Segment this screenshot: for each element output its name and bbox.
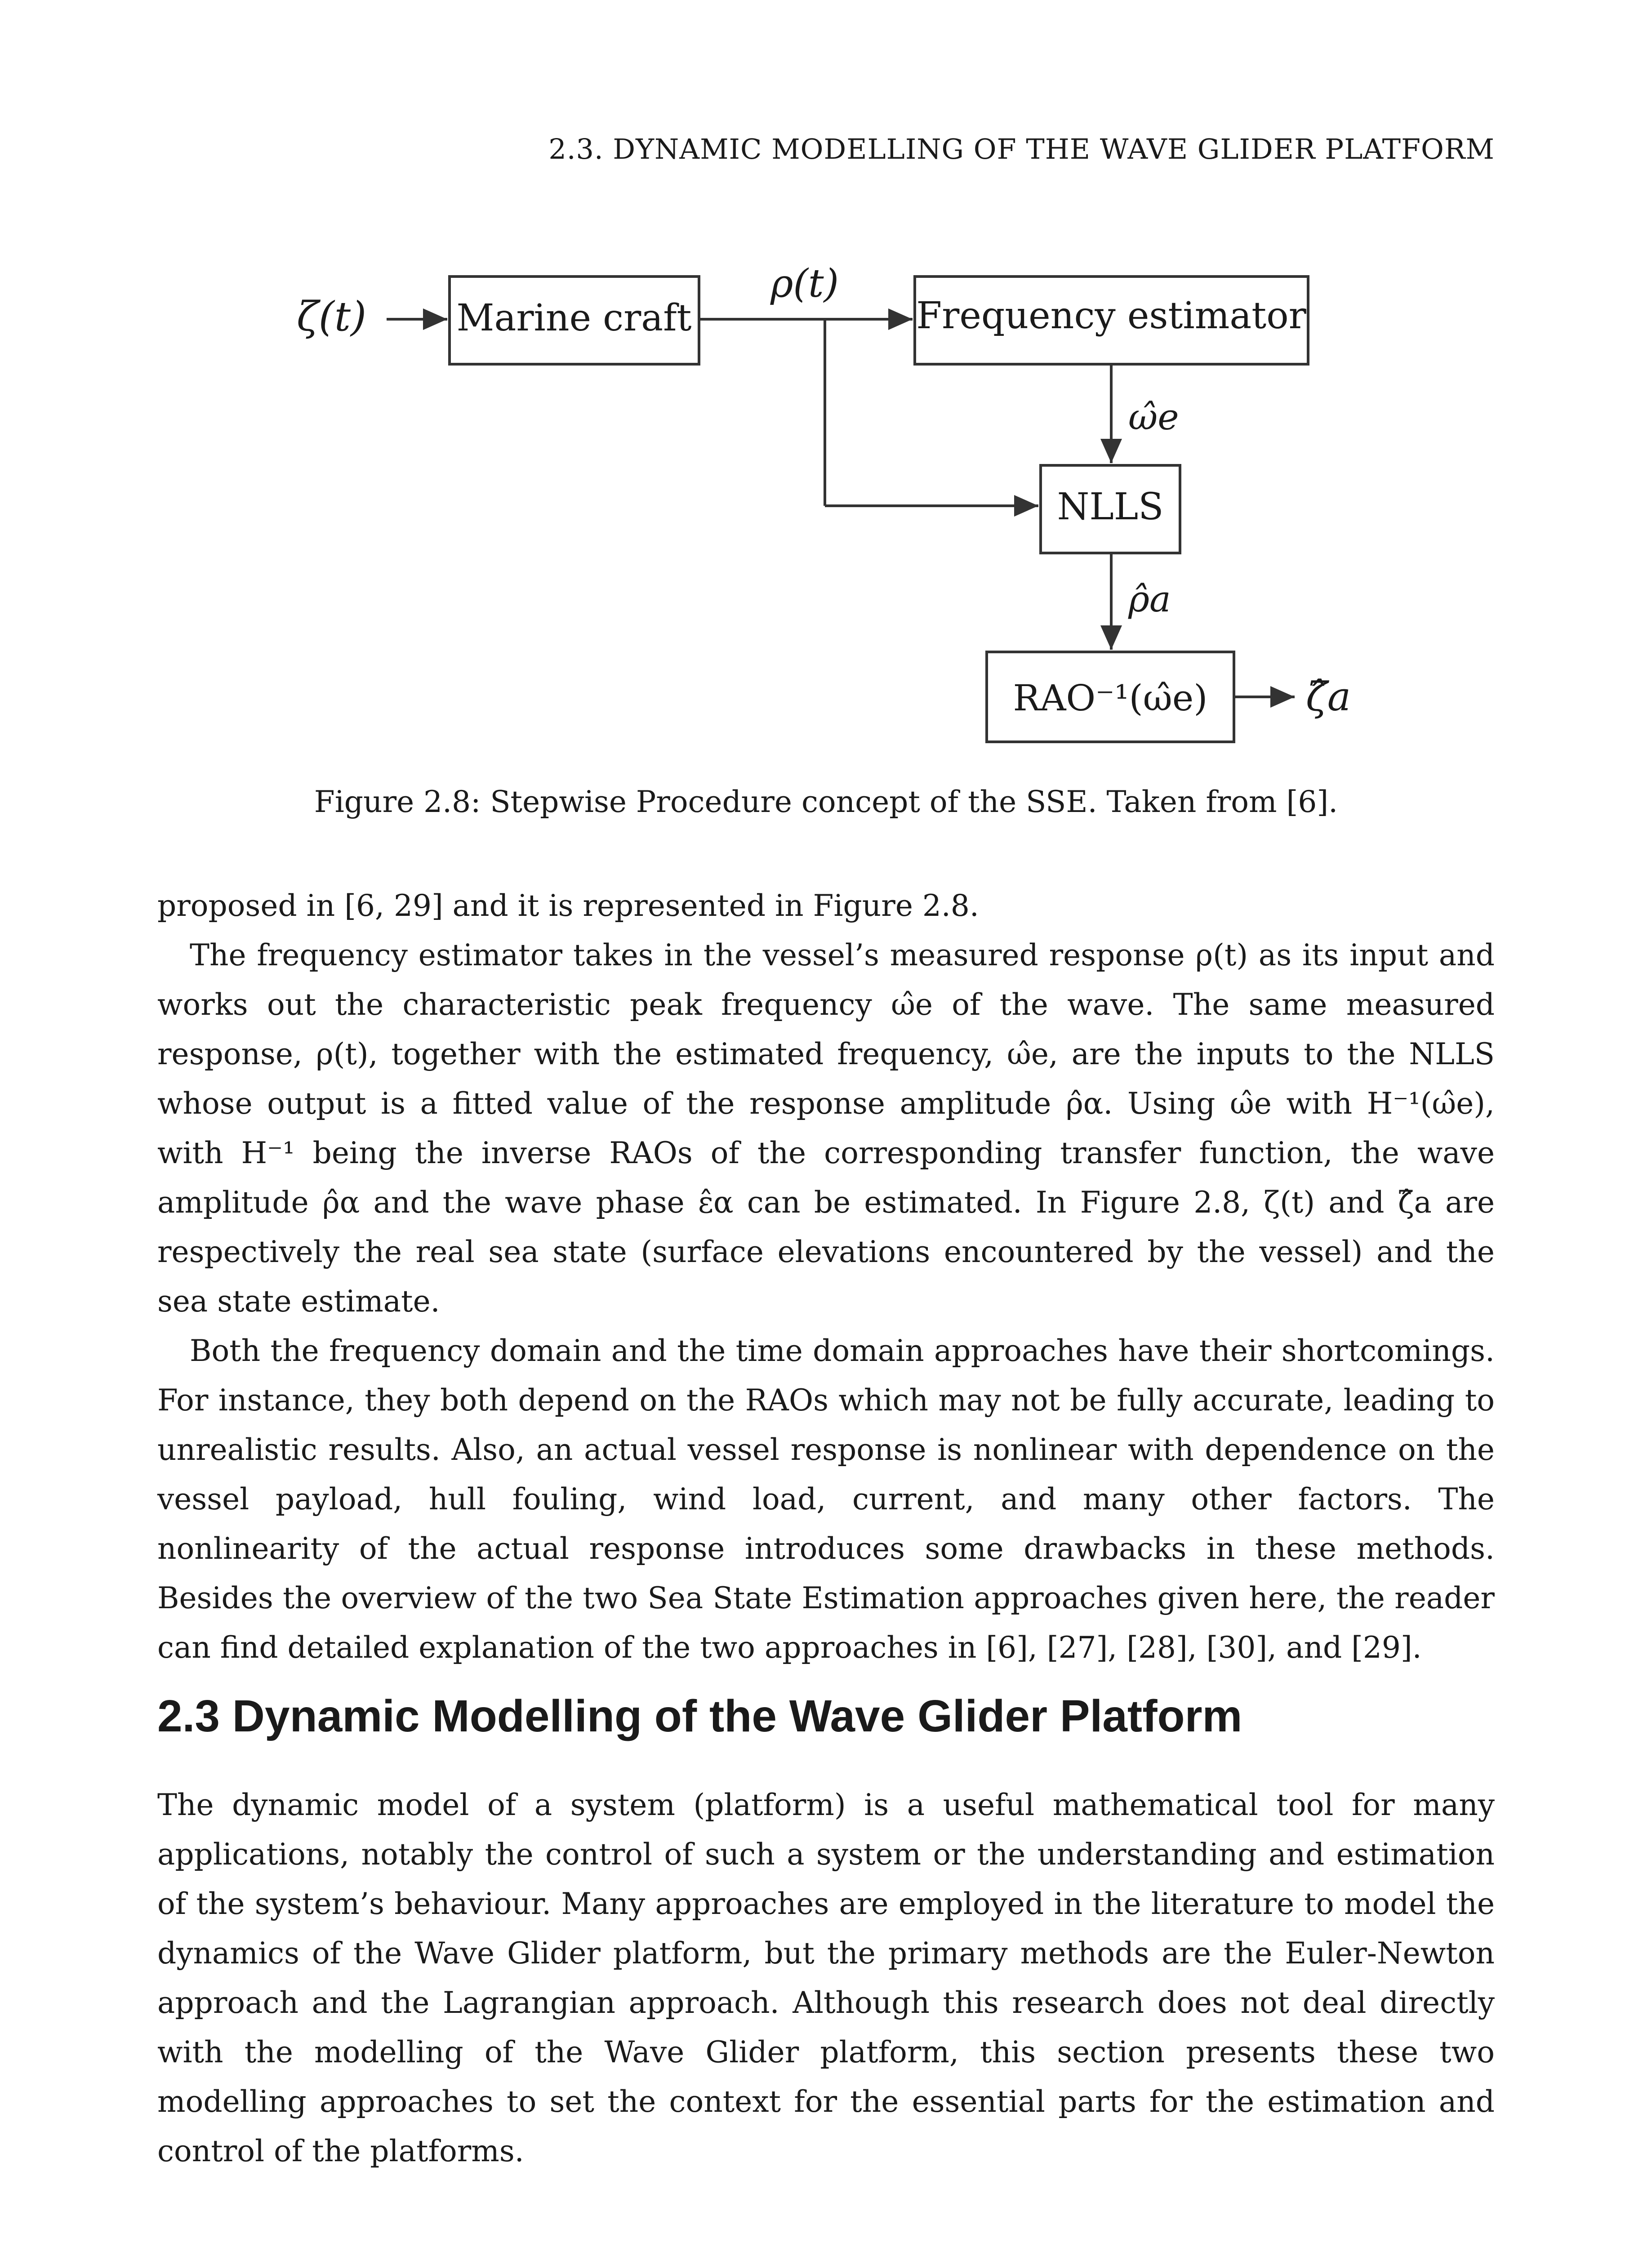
output-zeta-hat-label: ζ̂a	[1306, 674, 1351, 720]
paragraph-2: The frequency estimator takes in the vessel’s measured response ρ(t) as its input and works out the characteristic peak frequency ω̂e of the wave. The same measured response, ρ(t), together with the estimated frequency, ω̂e, are the inputs to the NLLS whose output is a fitted value of the response amplitude ρ̂α. Using ω̂e with H⁻¹(ω̂e), with H⁻¹ being the inverse RAOs of the corresponding transfer function, the wave amplitude ρ̂α and the wave phase ε̂α can be estimated. In Figure 2.8, ζ(t) and ζ̂a are respectively the real sea state (surface elevations encountered by the vessel) and the sea state estimate.	[157, 938, 1495, 1319]
figure-block-diagram	[0, 252, 1652, 782]
block-diagram	[0, 252, 1652, 782]
nlls-label: NLLS	[1057, 486, 1164, 528]
marine-craft-label: Marine craft	[456, 297, 692, 339]
frequency-estimator-label: Frequency estimator	[916, 294, 1306, 337]
rho-hat-label: ρ̂a	[1128, 578, 1171, 620]
input-zeta-label: ζ(t)	[297, 293, 367, 340]
paragraph-3: Both the frequency domain and the time domain approaches have their shortcomings. For instance, they both depend on the RAOs which may not be fully accurate, leading to unrealistic results. Also, an actual vessel response is nonlinear with dependence on the vessel payload, hull fouling, wind load, current, and many other factors. The nonlinearity of the actual response introduces some drawbacks in these methods. Besides the overview of the two Sea State Estimation approaches given here, the reader can find detailed explanation of the two approaches in [6], [27], [28], [30], and [29].	[157, 1334, 1495, 1665]
text-block-1	[157, 881, 1495, 1673]
omega-hat-label: ω̂e	[1128, 396, 1179, 438]
text-block-2	[157, 1780, 1495, 2176]
section-heading: 2.3 Dynamic Modelling of the Wave Glider Platform	[157, 1691, 1242, 1741]
paragraph-1: proposed in [6, 29] and it is represented in Figure 2.8.	[157, 888, 979, 923]
figure-caption: Figure 2.8: Stepwise Procedure concept of the SSE. Taken from [6].	[314, 785, 1338, 819]
section-paragraph-1: The dynamic model of a system (platform) is a useful mathematical tool for many applications, notably the control of such a system or the understanding and estimation of the system’s behaviour. Many approaches are employed in the literature to model the dynamics of the Wave Glider platform, but the primary methods are the Euler-Newton approach and the Lagrangian approach. Although this research does not deal directly with the modelling of the Wave Glider platform, this section presents these two modelling approaches to set the context for the essential parts for the estimation and control of the platforms.	[157, 1788, 1495, 2168]
rho-label: ρ(t)	[770, 261, 839, 306]
rao-inverse-label: RAO⁻¹(ω̂e)	[1013, 677, 1208, 719]
running-head: 2.3. DYNAMIC MODELLING OF THE WAVE GLIDER PLATFORM	[548, 133, 1495, 165]
